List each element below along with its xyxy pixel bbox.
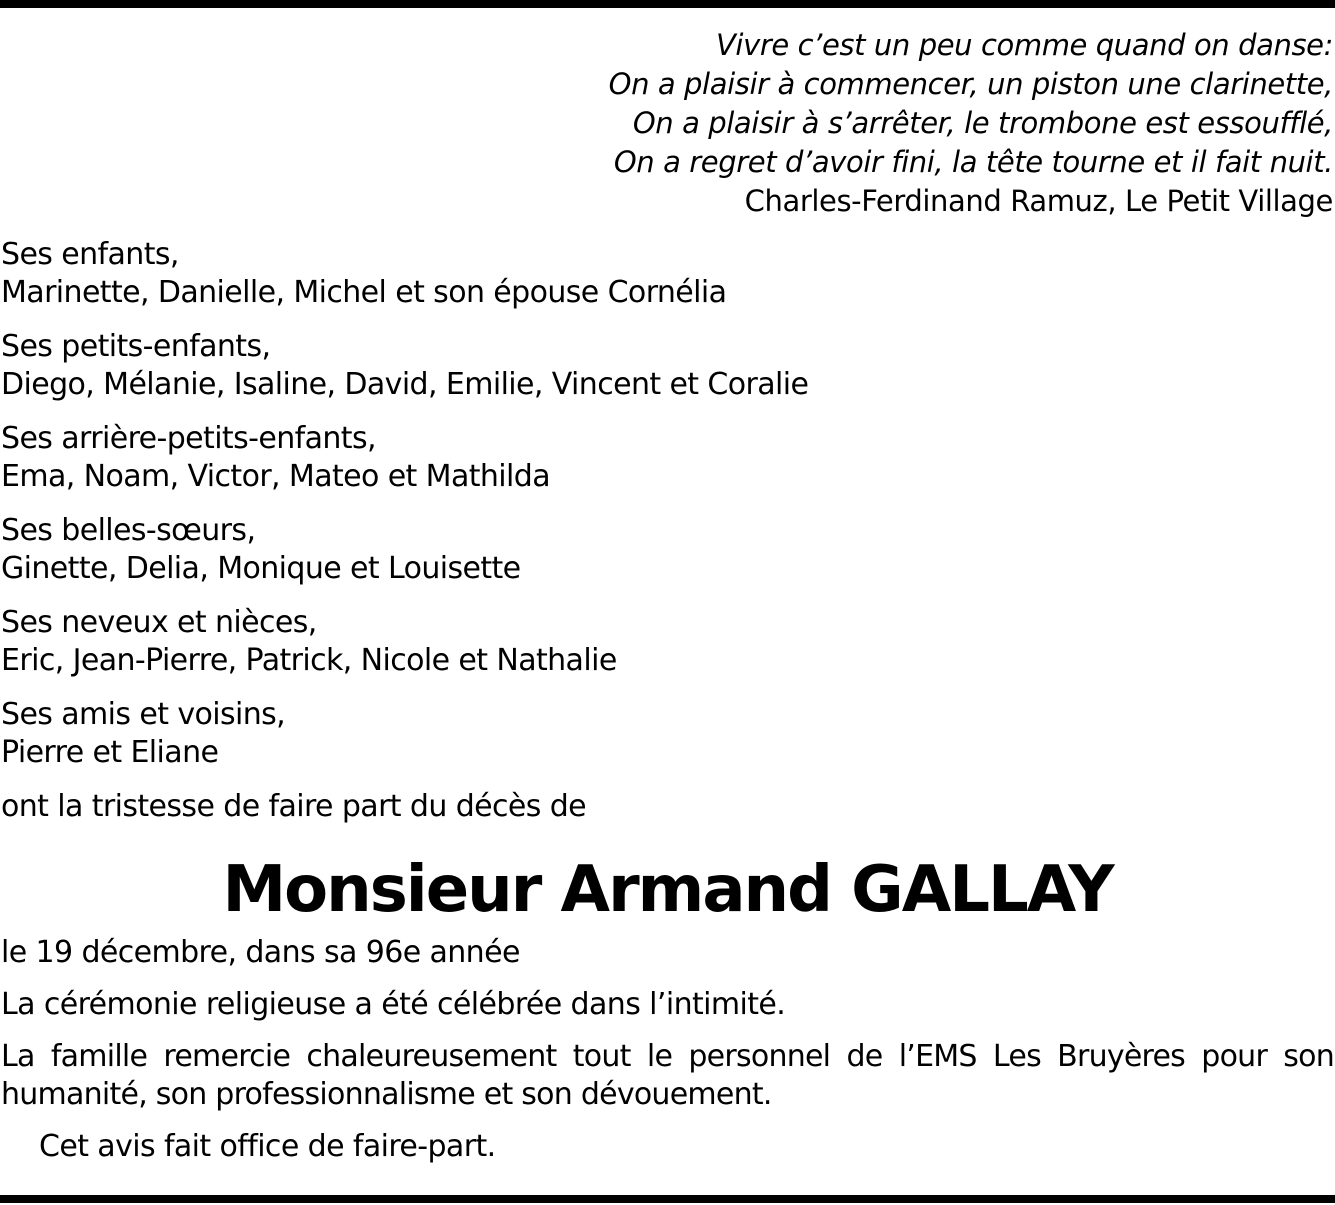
family-heading: Ses petits-enfants, xyxy=(1,329,271,364)
notice-text: Cet avis fait office de faire-part. xyxy=(39,1129,496,1164)
family-names: Diego, Mélanie, Isaline, David, Emilie, Vincent et Coralie xyxy=(1,367,809,402)
family-heading: Ses amis et voisins, xyxy=(1,697,286,732)
family-names: Ema, Noam, Victor, Mateo et Mathilda xyxy=(1,459,551,494)
family-names: Marinette, Danielle, Michel et son épouse Cornélia xyxy=(1,275,727,310)
epigraph-attribution: Charles-Ferdinand Ramuz, Le Petit Village xyxy=(744,184,1333,218)
family-group-nephews-nieces xyxy=(1,604,1334,680)
family-group-sisters-in-law xyxy=(1,512,1334,588)
obituary-body xyxy=(1,236,1334,1166)
family-group-children xyxy=(1,236,1334,312)
family-group-great-grandchildren xyxy=(1,420,1334,496)
bottom-rule xyxy=(0,1195,1335,1203)
epigraph xyxy=(609,26,1333,221)
epigraph-line: On a plaisir à commencer, un piston une clarinette, xyxy=(608,67,1333,101)
family-heading: Ses belles-sœurs, xyxy=(1,513,256,548)
family-names: Ginette, Delia, Monique et Louisette xyxy=(1,551,521,586)
thanks-text: La famille remercie chaleureusement tout le personnel de l’EMS Les Bruyères pour son humanité, son professionnalisme et son dévouement. xyxy=(1,1039,1334,1112)
epigraph-line: On a regret d’avoir fini, la tête tourne et il fait nuit. xyxy=(613,145,1333,179)
epigraph-line: On a plaisir à s’arrêter, le trombone est essoufflé, xyxy=(632,106,1333,140)
family-names: Pierre et Eliane xyxy=(1,735,219,770)
deceased-name: Monsieur Armand GALLAY xyxy=(222,853,1113,927)
ceremony-text: La cérémonie religieuse a été célébrée dans l’intimité. xyxy=(1,987,786,1022)
family-group-friends-neighbours xyxy=(1,696,1334,772)
family-group-grandchildren xyxy=(1,328,1334,404)
epigraph-line: Vivre c’est un peu comme quand on danse: xyxy=(715,28,1333,62)
family-heading: Ses enfants, xyxy=(1,237,179,272)
family-heading: Ses neveux et nièces, xyxy=(1,605,317,640)
date-line: le 19 décembre, dans sa 96e année xyxy=(1,935,520,970)
top-rule xyxy=(0,0,1335,8)
family-heading: Ses arrière-petits-enfants, xyxy=(1,421,376,456)
family-names: Eric, Jean-Pierre, Patrick, Nicole et Nathalie xyxy=(1,643,617,678)
announcement: ont la tristesse de faire part du décès de xyxy=(1,789,587,824)
